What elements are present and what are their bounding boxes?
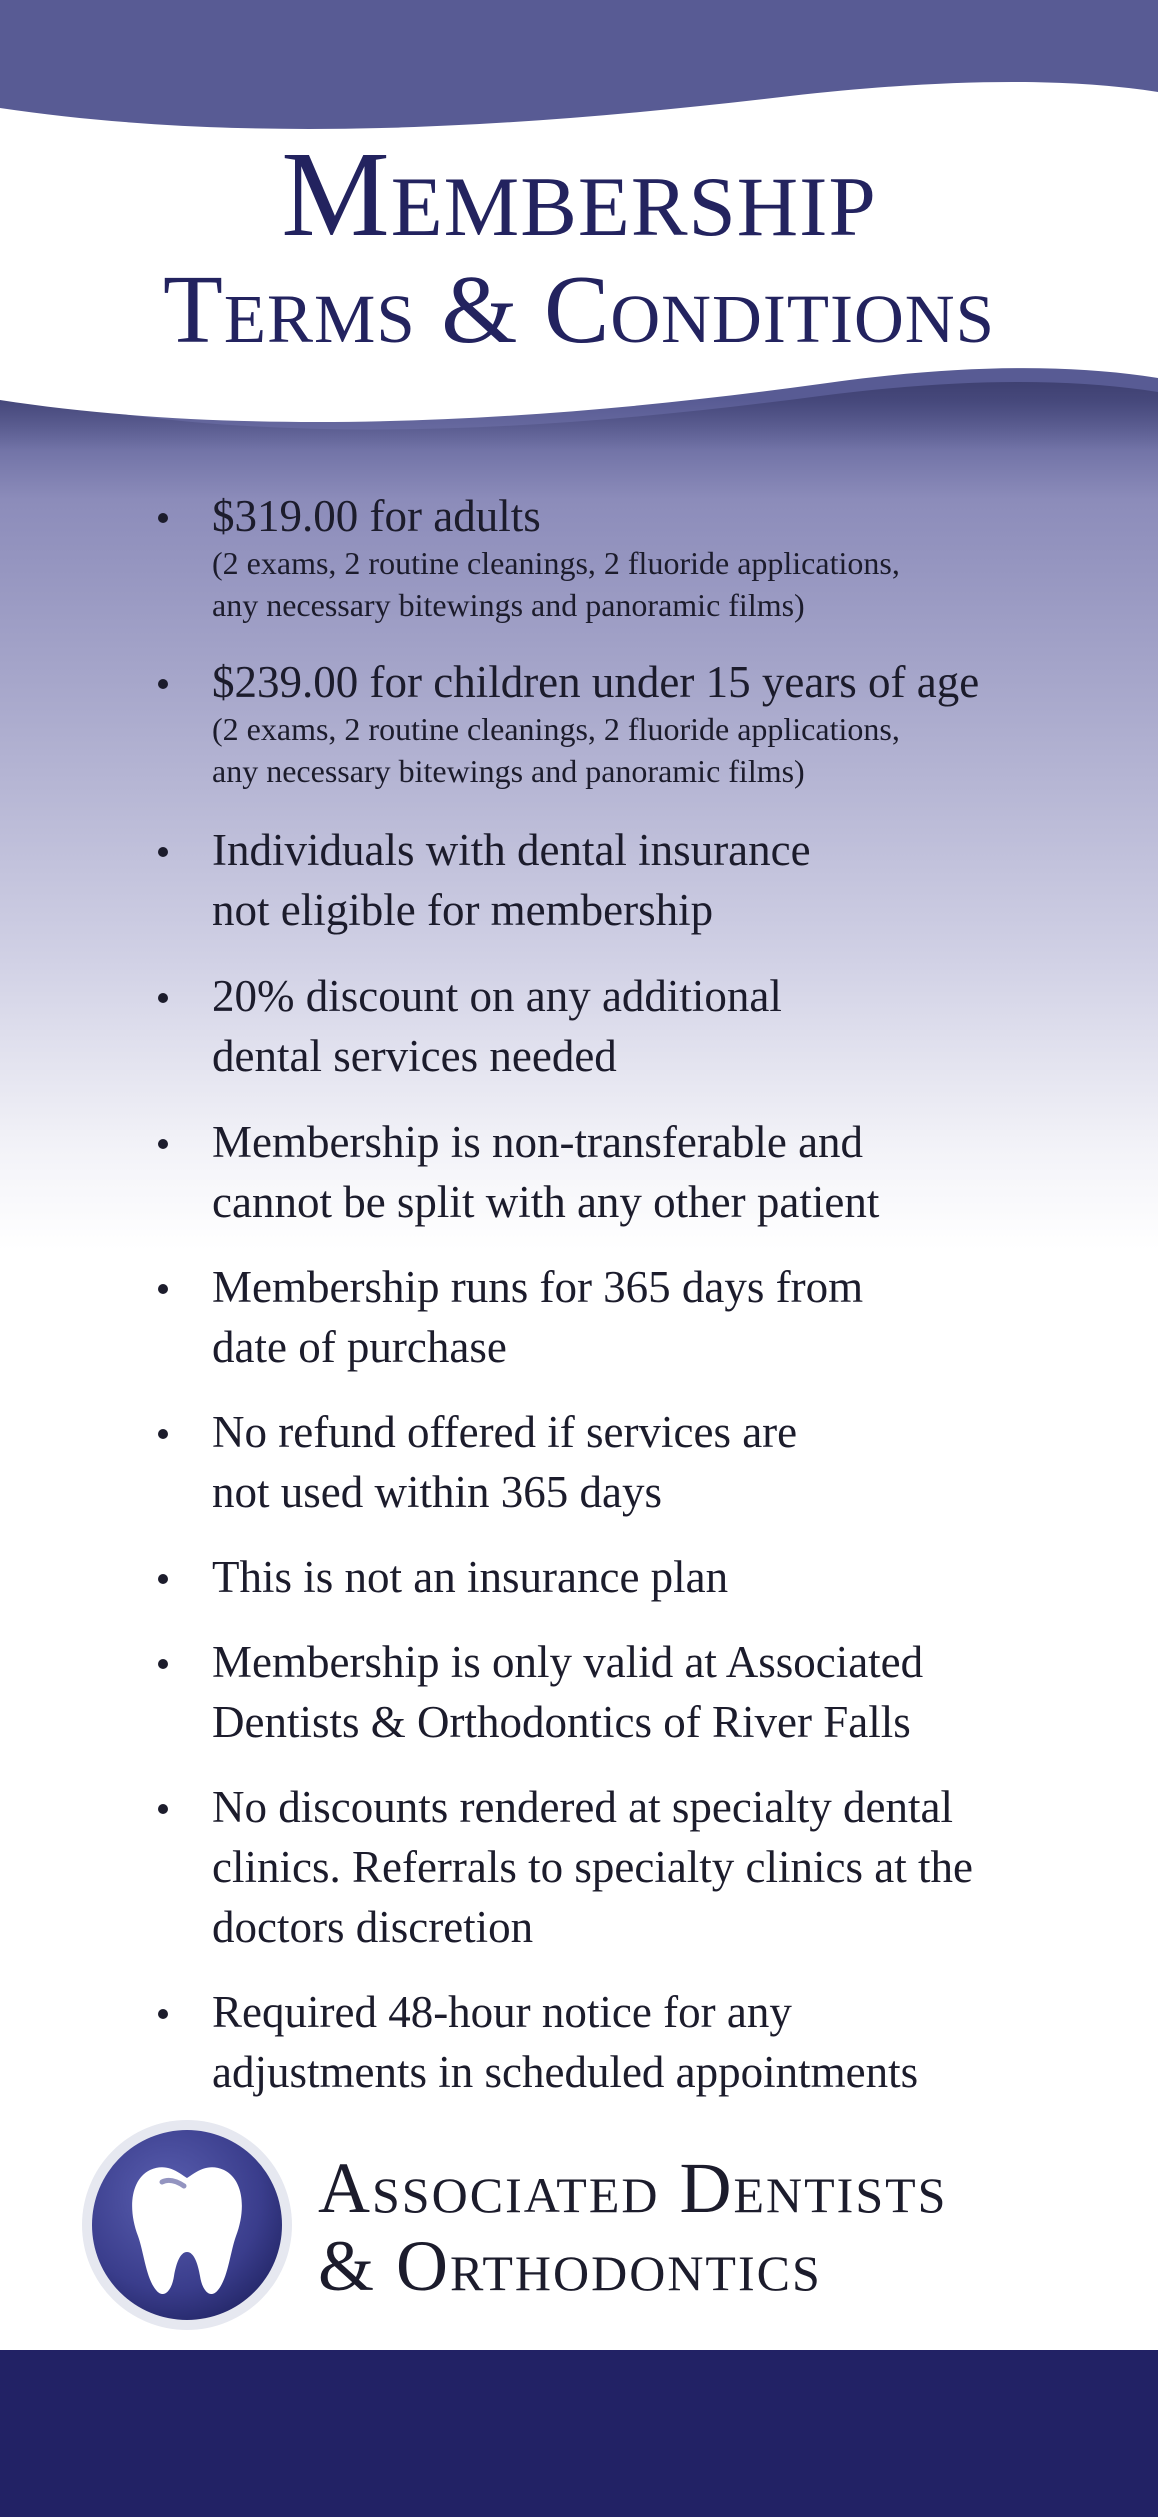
bullet-icon	[155, 966, 177, 1026]
term-note: (2 exams, 2 routine cleanings, 2 fluoride applications, any necessary bitewings and panoramic films)	[212, 545, 900, 623]
term-note: (2 exams, 2 routine cleanings, 2 fluoride applications, any necessary bitewings and panoramic films)	[212, 711, 900, 789]
bullet-icon	[155, 1777, 177, 1837]
brand-name-line-1: Associated Dentists	[318, 2148, 948, 2228]
term-text: This is not an insurance plan	[212, 1552, 729, 1602]
term-text: No refund offered if services are not used within 365 days	[212, 1407, 798, 1517]
brand-name-line-2: & Orthodontics	[318, 2226, 822, 2306]
term-text: 20% discount on any additional dental services needed	[212, 971, 782, 1081]
term-text: $319.00 for adults	[212, 491, 541, 541]
term-text: $239.00 for children under 15 years of age	[212, 657, 980, 707]
term-text: No discounts rendered at specialty dental clinics. Referrals to specialty clinics at the doctors discretion	[212, 1782, 973, 1952]
bullet-icon	[155, 1257, 177, 1317]
bullet-icon	[155, 1632, 177, 1692]
bullet-icon	[155, 820, 177, 880]
bullet-icon	[155, 486, 177, 546]
term-text: Individuals with dental insurance not eligible for membership	[212, 825, 811, 935]
term-text: Membership is only valid at Associated Dentists & Orthodontics of River Falls	[212, 1637, 924, 1747]
bullet-icon	[155, 1982, 177, 2042]
title-line-1: Membership	[281, 127, 877, 262]
bullet-icon	[155, 652, 177, 712]
tooth-icon	[80, 2118, 294, 2332]
term-text: Required 48-hour notice for any adjustments in scheduled appointments	[212, 1987, 919, 2097]
footer-band	[0, 2350, 1158, 2517]
bullet-icon	[155, 1547, 177, 1607]
title-line-2: Terms & Conditions	[163, 256, 995, 364]
bullet-icon	[155, 1402, 177, 1462]
term-text: Membership is non-transferable and cannot be split with any other patient	[212, 1117, 880, 1227]
term-text: Membership runs for 365 days from date of purchase	[212, 1262, 864, 1372]
bullet-icon	[155, 1112, 177, 1172]
